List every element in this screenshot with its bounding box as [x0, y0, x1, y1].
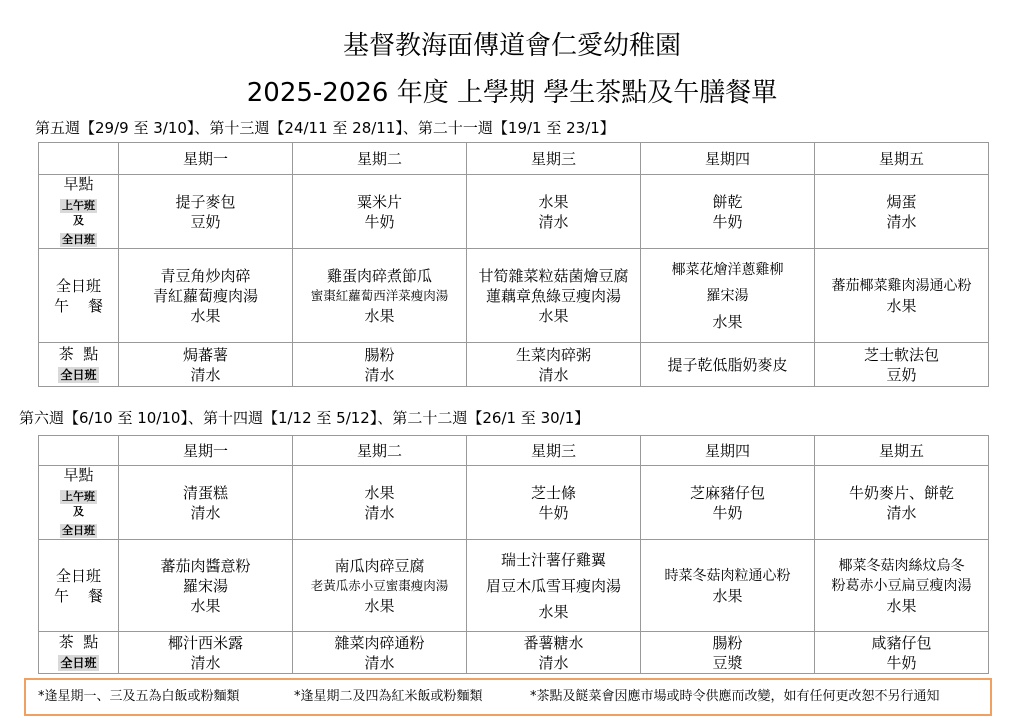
menu-cell: 提子乾低脂奶麥皮: [641, 343, 815, 387]
menu-cell: 番薯糖水 清水: [467, 632, 641, 674]
menu-cell: 牛奶麥片、餅乾 清水: [815, 466, 989, 540]
menu-cell: 瑞士汁薯仔雞翼 眉豆木瓜雪耳瘦肉湯 水果: [467, 540, 641, 632]
menu-cell: 芝麻豬仔包 牛奶: [641, 466, 815, 540]
week1-label: 第五週【29/9 至 3/10】、第十三週【24/11 至 28/11】、第二十一週【19/1 至 23/1】: [35, 119, 615, 137]
day-header: 星期二: [293, 436, 467, 466]
day-header: 星期四: [641, 436, 815, 466]
menu-cell: 水果 清水: [293, 466, 467, 540]
school-name: 基督教海面傳道會仁愛幼稚園: [342, 31, 681, 61]
menu-cell: 青豆角炒肉碎 青紅蘿蔔瘦肉湯 水果: [119, 249, 293, 343]
day-header-row: [39, 143, 989, 175]
day-header: 星期五: [815, 143, 989, 175]
menu-cell: 生菜肉碎粥 清水: [467, 343, 641, 387]
menu-title: 2025-2026 年度 上學期 學生茶點及午膳餐單: [246, 78, 778, 108]
lunch-label: 全日班 午 餐: [39, 540, 119, 632]
breakfast-row: [39, 466, 989, 540]
note-rice-white: *逢星期一、三及五為白飯或粉麵類: [38, 689, 240, 704]
lunch-row: [39, 540, 989, 632]
menu-cell: 椰菜花燴洋蔥雞柳 羅宋湯 水果: [641, 249, 815, 343]
week2-label: 第六週【6/10 至 10/10】、第十四週【1/12 至 5/12】、第二十二週【26/1 至 30/1】: [19, 409, 590, 427]
breakfast-row: [39, 175, 989, 249]
menu-table-week2: [38, 435, 989, 674]
menu-table-week1: [38, 142, 989, 387]
tea-row: [39, 343, 989, 387]
breakfast-label: 早點 上午班 及 全日班: [39, 466, 119, 540]
day-header-row: [39, 436, 989, 466]
lunch-label: 全日班 午 餐: [39, 249, 119, 343]
menu-cell: 椰菜冬菇肉絲炆烏冬 粉葛赤小豆扁豆瘦肉湯 水果: [815, 540, 989, 632]
menu-cell: 芝士條 牛奶: [467, 466, 641, 540]
corner-cell: [39, 143, 119, 175]
day-header: 星期三: [467, 436, 641, 466]
menu-cell: 雞蛋肉碎煮節瓜 蜜棗紅蘿蔔西洋菜瘦肉湯 水果: [293, 249, 467, 343]
menu-cell: 雜菜肉碎通粉 清水: [293, 632, 467, 674]
menu-cell: 蕃茄椰菜雞肉湯通心粉 水果: [815, 249, 989, 343]
corner-cell: [39, 436, 119, 466]
lunch-row: [39, 249, 989, 343]
day-header: 星期二: [293, 143, 467, 175]
menu-cell: 甘筍雜菜粒菇菌燴豆腐 蓮藕章魚綠豆瘦肉湯 水果: [467, 249, 641, 343]
tea-label: 茶 點 全日班: [39, 632, 119, 674]
menu-cell: 時菜冬菇肉粒通心粉 水果: [641, 540, 815, 632]
day-header: 星期五: [815, 436, 989, 466]
menu-cell: 咸豬仔包 牛奶: [815, 632, 989, 674]
menu-cell: 椰汁西米露 清水: [119, 632, 293, 674]
menu-cell: 粟米片 牛奶: [293, 175, 467, 249]
day-header: 星期一: [119, 143, 293, 175]
menu-cell: 焗蕃薯 清水: [119, 343, 293, 387]
menu-cell: 南瓜肉碎豆腐 老黃瓜赤小豆蜜棗瘦肉湯 水果: [293, 540, 467, 632]
note-menu-change: *茶點及餸菜會因應市場或時令供應而改變，如有任何更改恕不另行通知: [530, 689, 940, 704]
breakfast-label: 早點 上午班 及 全日班: [39, 175, 119, 249]
menu-cell: 蕃茄肉醬意粉 羅宋湯 水果: [119, 540, 293, 632]
menu-cell: 清蛋糕 清水: [119, 466, 293, 540]
note-rice-red: *逢星期二及四為紅米飯或粉麵類: [294, 689, 483, 704]
notes-box: [24, 678, 992, 716]
day-header: 星期四: [641, 143, 815, 175]
menu-cell: 腸粉 清水: [293, 343, 467, 387]
menu-cell: 提子麥包 豆奶: [119, 175, 293, 249]
menu-cell: 水果 清水: [467, 175, 641, 249]
menu-cell: 餅乾 牛奶: [641, 175, 815, 249]
menu-cell: 芝士軟法包 豆奶: [815, 343, 989, 387]
menu-cell: 焗蛋 清水: [815, 175, 989, 249]
menu-cell: 腸粉 豆漿: [641, 632, 815, 674]
tea-row: [39, 632, 989, 674]
tea-label: 茶 點 全日班: [39, 343, 119, 387]
day-header: 星期一: [119, 436, 293, 466]
day-header: 星期三: [467, 143, 641, 175]
